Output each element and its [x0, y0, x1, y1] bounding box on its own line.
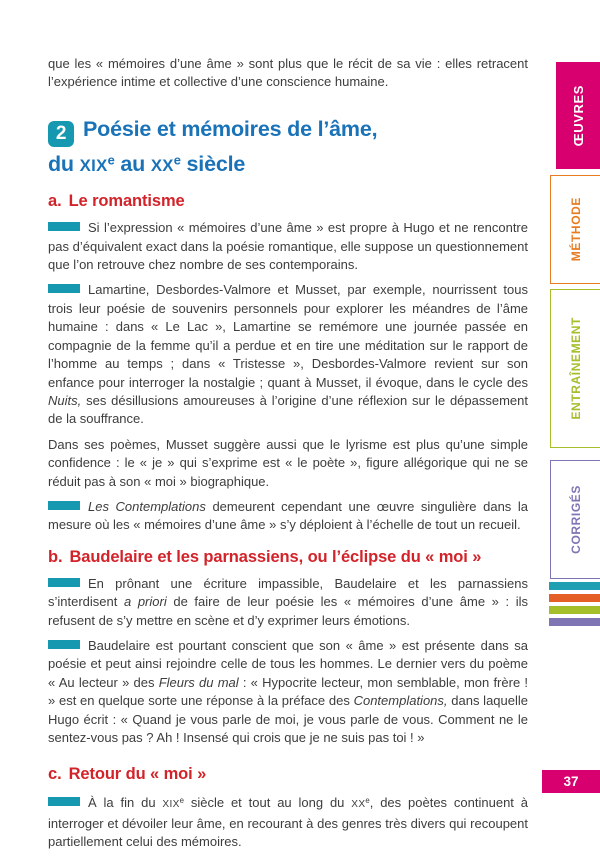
paragraph: [48, 575, 528, 630]
section-heading-text: Le romantisme: [68, 192, 185, 211]
paragraph-marker-icon: [48, 501, 80, 510]
paragraph: [48, 498, 528, 535]
paragraph-text: En prônant une écriture impassible, Baudelaire et les parnassiens s’interdisent a priori de faire de leur poésie les « mémoires d’une âme » : ils refusent de s’y mettre en scène et d’y exprimer leurs émotions.: [48, 575, 528, 628]
paragraph: [48, 792, 528, 851]
section-heading-text: Baudelaire et les parnassiens, ou l’éclipse du « moi »: [69, 547, 482, 566]
section-b-heading: [48, 548, 528, 567]
intro-paragraph: que les « mémoires d’une âme » sont plus que le récit de sa vie : elles retracent l’expérience intime et collective d’une conscience humaine.: [48, 56, 528, 90]
paragraph-text: Si l’expression « mémoires d’une âme » est propre à Hugo et ne rencontre pas d’équivalent exact dans la poésie romantique, elle suppose un questionnement que l’on retrouve chez nombre de ses contemporains.: [48, 220, 528, 273]
paragraph-marker-icon: [48, 578, 80, 587]
section-letter: b.: [48, 547, 63, 566]
paragraph-text: À la fin du XIXe siècle et tout au long du XXe, des poètes continuent à interroger et dévoiler leur âme, en recourant à des genres très divers qui recoupent partiellement celui des mémoires.: [48, 795, 528, 850]
section-letter: c.: [48, 765, 62, 784]
section-a-heading: [48, 192, 528, 211]
tab-methode: [550, 175, 600, 284]
tab-entrainement: [550, 289, 600, 448]
chapter-number-badge: 2: [48, 121, 74, 147]
paragraph-text: Baudelaire est pourtant conscient que son « âme » est présente dans sa poésie et peut ainsi rejoindre celle de tous les hommes. Le dernier vers du poème « Au lecteur » des Fleurs du mal : « Hypocrite lecteur, mon semblable, mon frère ! » est en quelque sorte une réponse à la préface des Contemplations, dans laquelle Hugo écrit : « Quand je vous parle de moi, je vous parle de vous. Comment ne le sentez-vous pas ? Ah ! Insensé qui crois que je ne suis pas toi ! »: [48, 637, 528, 745]
paragraph-marker-icon: [48, 284, 80, 293]
section-letter: a.: [48, 192, 62, 211]
paragraph: [48, 219, 528, 274]
paragraph-text: Les Contemplations demeurent cependant une œuvre singulière dans la mesure où les « mémoires d’une âme » s’y déploient à l’échelle de tout un recueil.: [48, 498, 528, 533]
paragraph-text: Dans ses poèmes, Musset suggère aussi que le lyrisme est plus qu’une simple confidence : le « je » qui s’exprime est « le poète », figure allégorique qui ne se réduit pas à son « moi » biographique.: [48, 436, 528, 489]
sidebar-color-bar-orange: [549, 594, 600, 602]
paragraph-marker-icon: [48, 222, 80, 231]
section-heading-text: Retour du « moi »: [68, 765, 207, 784]
tab-oeuvres: [556, 62, 600, 169]
sidebar-color-bar-green: [549, 606, 600, 614]
paragraph: [48, 281, 528, 428]
tab-label: CORRIGÉS: [568, 485, 583, 554]
tab-label: MÉTHODE: [568, 197, 583, 262]
tab-label: ŒUVRES: [570, 84, 586, 147]
paragraph-marker-icon: [48, 797, 80, 806]
paragraph: [48, 436, 528, 491]
section-c-heading: [48, 765, 528, 784]
main-content: [48, 55, 528, 859]
chapter-title: [48, 116, 528, 179]
chapter-title-text: Poésie et mémoires de l’âme, du XIXe au XXe siècle: [48, 116, 378, 177]
sidebar-color-bar-teal: [549, 582, 600, 590]
paragraph-marker-icon: [48, 640, 80, 649]
sidebar-color-bar-purple: [549, 618, 600, 626]
paragraph-text: Lamartine, Desbordes-Valmore et Musset, par exemple, nourrissent tous trois leur poésie de souvenirs personnels pour explorer les méandres de l’âme humaine : dans « Le Lac », Lamartine se remémore une journée passée en compagnie de la femme qu’il a perdue et en tire une méditation sur le rapport de l’homme au temps ; dans « Tristesse », Desbordes-Valmore revient sur son enfance pour interroger la nostalgie ; quant à Musset, il évoque, dans le cycle des Nuits, ses désillusions amoureuses à l’origine d’une réflexion sur le dépassement de la souffrance.: [48, 282, 528, 427]
tab-corriges: [550, 460, 600, 579]
page-number-badge: [542, 770, 600, 793]
paragraph: [48, 637, 528, 747]
page-number: 37: [563, 774, 579, 789]
tab-label: ENTRAÎNEMENT: [568, 317, 583, 420]
